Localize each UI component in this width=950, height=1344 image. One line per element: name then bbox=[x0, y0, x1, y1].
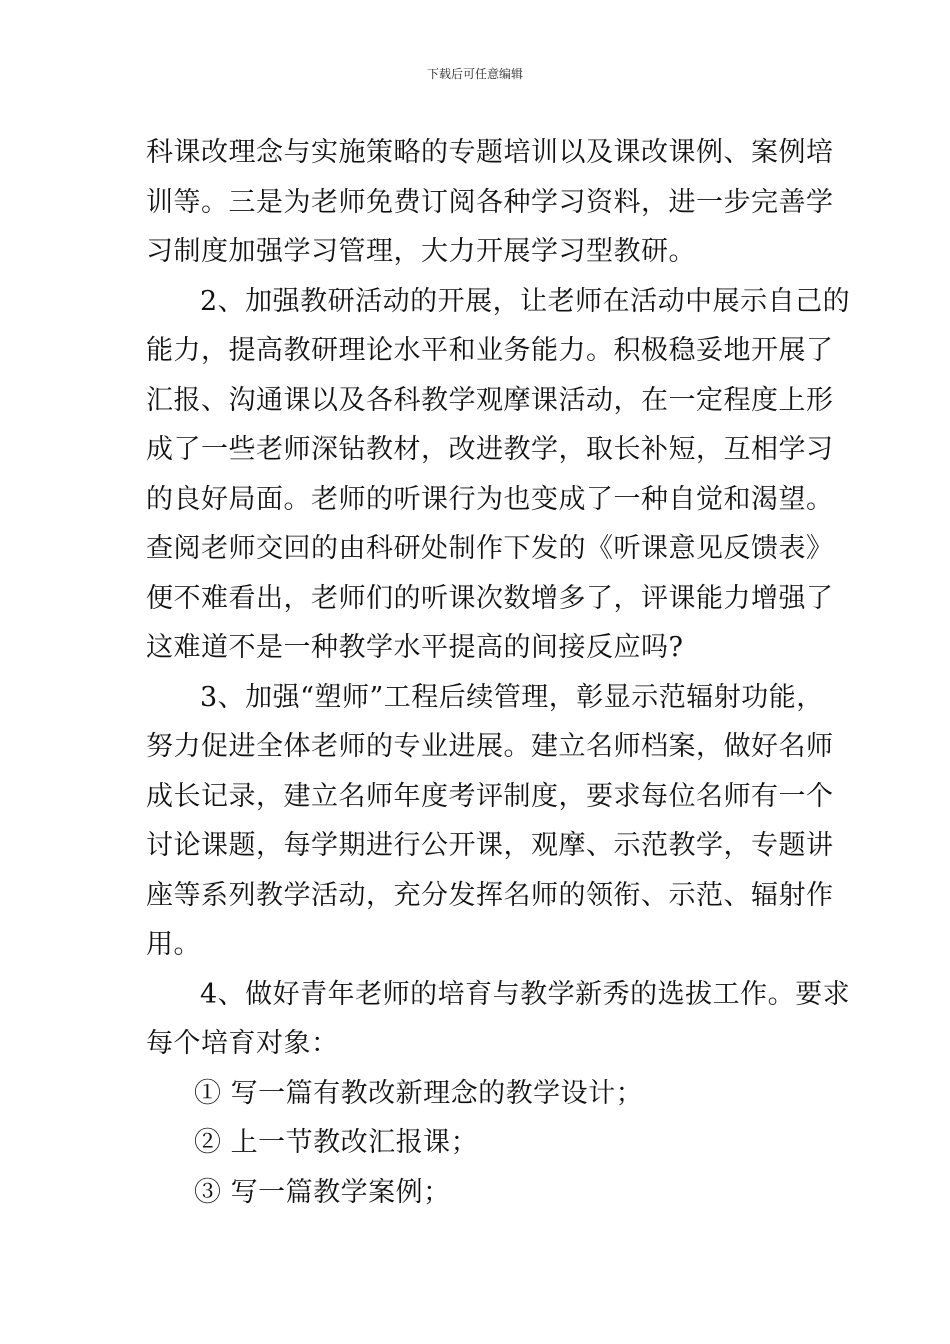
text-line: 每个培育对象： bbox=[146, 1028, 339, 1059]
text-line: 查阅老师交回的由科研处制作下发的《听课意见反馈表》 bbox=[146, 533, 834, 564]
text-line: 习制度加强学习管理，大力开展学习型教研。 bbox=[146, 236, 696, 267]
text-line: 用。 bbox=[146, 929, 201, 960]
numbered-list bbox=[146, 1069, 810, 1218]
text-line: 成长记录，建立名师年度考评制度，要求每位名师有一个 bbox=[146, 780, 834, 812]
list-item: ② 上一节教改汇报课； bbox=[194, 1127, 479, 1158]
paragraph bbox=[146, 277, 851, 673]
text-line: 努力促进全体老师的专业进展。建立名师档案，做好名师 bbox=[146, 731, 834, 762]
text-line: 4、做好青年老师的培育与教学新秀的选拔工作。要求 bbox=[200, 978, 851, 1010]
document-body bbox=[146, 128, 851, 1217]
list-item: ① 写一篇有教改新理念的教学设计； bbox=[194, 1077, 644, 1109]
paragraph bbox=[146, 970, 851, 1069]
text-line: 的良好局面。老师的听课行为也变成了一种自觉和渴望。 bbox=[146, 483, 834, 515]
text-line: 能力，提高教研理论水平和业务能力。积极稳妥地开展了 bbox=[146, 335, 834, 366]
text-line: 成了一些老师深钻教材，改进教学，取长补短，互相学习 bbox=[146, 434, 834, 465]
text-line: 座等系列教学活动，充分发挥名师的领衔、示范、辐射作 bbox=[146, 879, 834, 911]
text-line: 汇报、沟通课以及各科教学观摩课活动，在一定程度上形 bbox=[146, 384, 834, 416]
paragraph bbox=[146, 673, 834, 970]
text-line: 讨论课题，每学期进行公开课，观摩、示范教学，专题讲 bbox=[146, 830, 834, 861]
text-line: 科课改理念与实施策略的专题培训以及课改课例、案例培 bbox=[146, 137, 834, 168]
text-line: 3、加强“塑师”工程后续管理，彰显示范辐射功能， bbox=[200, 681, 824, 713]
text-line: 便不难看出，老师们的听课次数增多了，评课能力增强了 bbox=[146, 582, 834, 614]
text-line: 训等。三是为老师免费订阅各种学习资料，进一步完善学 bbox=[146, 186, 834, 218]
paragraph bbox=[146, 128, 834, 277]
list-item: ③ 写一篇教学案例； bbox=[194, 1176, 451, 1208]
text-line: 2、加强教研活动的开展，让老师在活动中展示自己的 bbox=[200, 285, 851, 317]
text-line: 这难道不是一种教学水平提高的间接反应吗? bbox=[146, 632, 684, 663]
page-header: 下载后可任意编辑 bbox=[426, 67, 523, 81]
